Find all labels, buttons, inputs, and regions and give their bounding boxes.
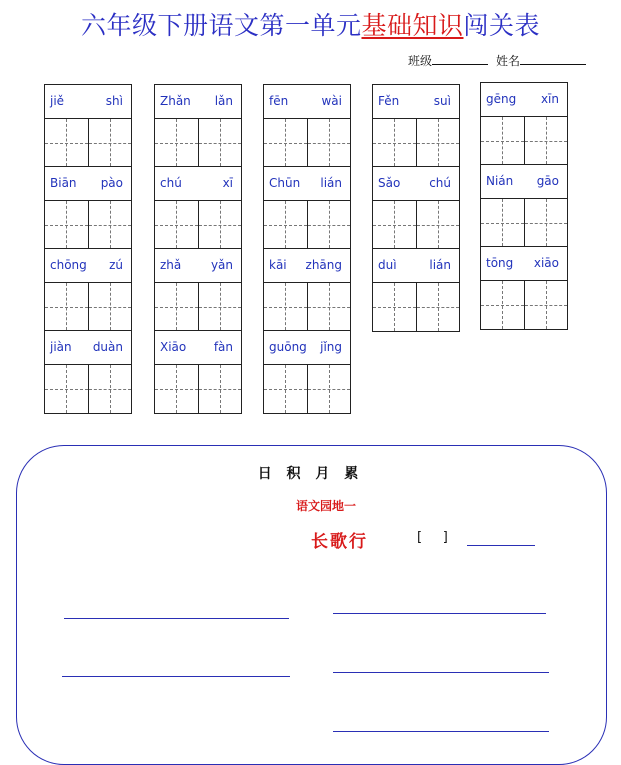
class-blank[interactable] — [432, 52, 488, 65]
name-field — [496, 52, 586, 69]
poem-title: 长歌行 — [311, 532, 368, 552]
pinyin-label — [264, 331, 350, 365]
pinyin-syllable: chú — [429, 176, 451, 190]
word-item — [264, 331, 350, 413]
tianzige-box[interactable] — [88, 283, 132, 330]
tianzige-box[interactable] — [45, 365, 88, 413]
pinyin-label — [155, 85, 241, 119]
accumulation-subheading: 语文园地一 — [296, 499, 357, 513]
tianzige-box[interactable] — [481, 117, 524, 164]
pinyin-syllable: gāo — [536, 174, 559, 188]
pinyin-label — [373, 167, 459, 201]
pinyin-label — [264, 249, 350, 283]
word-item — [481, 247, 567, 329]
pinyin-syllable: jiàn — [50, 340, 72, 354]
tianzige-box[interactable] — [88, 119, 132, 166]
pinyin-label — [155, 331, 241, 365]
pinyin-syllable: xī — [222, 176, 233, 190]
character-boxes — [373, 283, 459, 331]
pinyin-syllable: chú — [160, 176, 182, 190]
pinyin-syllable: Zhǎn — [160, 94, 191, 108]
word-item — [155, 167, 241, 249]
class-field — [408, 52, 488, 69]
answer-line[interactable] — [62, 676, 290, 677]
tianzige-box[interactable] — [307, 119, 351, 166]
author-blank[interactable] — [467, 545, 535, 546]
word-item — [155, 249, 241, 331]
word-item — [373, 85, 459, 167]
pinyin-label — [155, 167, 241, 201]
word-item — [264, 249, 350, 331]
pinyin-syllable: pào — [100, 176, 123, 190]
pinyin-syllable: Chūn — [269, 176, 301, 190]
answer-line[interactable] — [333, 613, 546, 614]
tianzige-box[interactable] — [481, 281, 524, 329]
pinyin-label — [481, 165, 567, 199]
character-boxes — [45, 365, 131, 413]
character-boxes — [373, 119, 459, 167]
tianzige-box[interactable] — [264, 365, 307, 413]
pinyin-label — [373, 249, 459, 283]
pinyin-syllable: wài — [321, 94, 342, 108]
class-label: 班级 — [408, 54, 433, 68]
tianzige-box[interactable] — [524, 199, 568, 246]
tianzige-box[interactable] — [481, 199, 524, 246]
character-boxes — [481, 117, 567, 165]
word-item — [155, 85, 241, 167]
pinyin-label — [264, 85, 350, 119]
answer-line[interactable] — [333, 672, 549, 673]
tianzige-box[interactable] — [155, 365, 198, 413]
pinyin-syllable: lián — [320, 176, 342, 190]
pinyin-label — [373, 85, 459, 119]
accumulation-heading: 日 积 月 累 — [257, 466, 364, 482]
pinyin-syllable: fàn — [213, 340, 233, 354]
tianzige-box[interactable] — [45, 283, 88, 330]
character-boxes — [373, 201, 459, 249]
character-boxes — [155, 283, 241, 331]
tianzige-box[interactable] — [155, 119, 198, 166]
character-boxes — [481, 199, 567, 247]
character-boxes — [155, 365, 241, 413]
tianzige-box[interactable] — [155, 201, 198, 248]
tianzige-box[interactable] — [307, 283, 351, 330]
tianzige-box[interactable] — [307, 201, 351, 248]
answer-line[interactable] — [333, 731, 549, 732]
tianzige-box[interactable] — [416, 201, 460, 248]
pinyin-syllable: gēng — [486, 92, 517, 106]
character-boxes — [481, 281, 567, 329]
pinyin-syllable: lǎn — [214, 94, 233, 108]
tianzige-box[interactable] — [45, 201, 88, 248]
character-boxes — [45, 283, 131, 331]
pinyin-syllable: xiāo — [533, 256, 559, 270]
pinyin-syllable: suì — [433, 94, 451, 108]
pinyin-label — [264, 167, 350, 201]
tianzige-box[interactable] — [198, 365, 242, 413]
pinyin-syllable: chōng — [50, 258, 87, 272]
pinyin-label — [45, 249, 131, 283]
pinyin-label — [481, 247, 567, 281]
tianzige-box[interactable] — [198, 201, 242, 248]
pinyin-syllable: guōng — [269, 340, 307, 354]
pinyin-syllable: tōng — [486, 256, 514, 270]
pinyin-syllable: Fěn — [378, 94, 400, 108]
author-bracket: [ ] — [417, 530, 448, 545]
tianzige-box[interactable] — [88, 365, 132, 413]
word-item — [481, 165, 567, 247]
pinyin-syllable: jǐng — [320, 340, 342, 354]
pinyin-column — [154, 84, 242, 414]
title-highlight: 基础知识 — [361, 11, 464, 40]
tianzige-box[interactable] — [373, 201, 416, 248]
character-boxes — [45, 119, 131, 167]
pinyin-column — [480, 82, 568, 330]
pinyin-syllable: jiě — [50, 94, 65, 108]
pinyin-syllable: zú — [109, 258, 123, 272]
word-item — [155, 331, 241, 413]
tianzige-box[interactable] — [264, 119, 307, 166]
pinyin-syllable: xīn — [540, 92, 559, 106]
word-item — [373, 167, 459, 249]
tianzige-box[interactable] — [198, 283, 242, 330]
character-boxes — [264, 283, 350, 331]
word-item — [45, 249, 131, 331]
word-item — [264, 85, 350, 167]
character-boxes — [155, 201, 241, 249]
pinyin-syllable: Biān — [50, 176, 77, 190]
page-title: 六年级下册语文第一单元基础知识闯关表 — [80, 11, 541, 40]
pinyin-label — [45, 167, 131, 201]
pinyin-syllable: lián — [429, 258, 451, 272]
pinyin-syllable: fēn — [269, 94, 289, 108]
tianzige-box[interactable] — [264, 283, 307, 330]
pinyin-label — [481, 83, 567, 117]
accumulation-frame — [16, 445, 607, 765]
tianzige-box[interactable] — [524, 117, 568, 164]
pinyin-column — [263, 84, 351, 414]
pinyin-syllable: shì — [105, 94, 123, 108]
tianzige-box[interactable] — [373, 119, 416, 166]
pinyin-syllable: Nián — [486, 174, 514, 188]
pinyin-syllable: zhǎ — [160, 258, 182, 272]
character-boxes — [155, 119, 241, 167]
pinyin-label — [155, 249, 241, 283]
pinyin-column — [372, 84, 460, 332]
name-blank[interactable] — [520, 52, 586, 65]
pinyin-syllable: yǎn — [210, 258, 233, 272]
word-item — [373, 249, 459, 331]
pinyin-syllable: kāi — [269, 258, 287, 272]
tianzige-box[interactable] — [524, 281, 568, 329]
character-boxes — [264, 365, 350, 413]
tianzige-box[interactable] — [416, 119, 460, 166]
pinyin-syllable: zhāng — [305, 258, 342, 272]
character-boxes — [264, 119, 350, 167]
tianzige-box[interactable] — [155, 283, 198, 330]
character-boxes — [264, 201, 350, 249]
word-item — [264, 167, 350, 249]
character-boxes — [45, 201, 131, 249]
tianzige-box[interactable] — [88, 201, 132, 248]
word-item — [45, 85, 131, 167]
pinyin-label — [45, 85, 131, 119]
word-item — [45, 167, 131, 249]
name-label: 姓名 — [496, 54, 521, 68]
word-item — [481, 83, 567, 165]
pinyin-column — [44, 84, 132, 414]
tianzige-box[interactable] — [373, 283, 416, 331]
tianzige-box[interactable] — [198, 119, 242, 166]
tianzige-box[interactable] — [416, 283, 460, 331]
tianzige-box[interactable] — [307, 365, 351, 413]
pinyin-syllable: duàn — [92, 340, 123, 354]
pinyin-syllable: duì — [378, 258, 397, 272]
answer-line[interactable] — [64, 618, 289, 619]
word-item — [45, 331, 131, 413]
tianzige-box[interactable] — [45, 119, 88, 166]
tianzige-box[interactable] — [264, 201, 307, 248]
pinyin-syllable: Sǎo — [378, 176, 401, 190]
pinyin-syllable: Xiāo — [160, 340, 187, 354]
pinyin-label — [45, 331, 131, 365]
